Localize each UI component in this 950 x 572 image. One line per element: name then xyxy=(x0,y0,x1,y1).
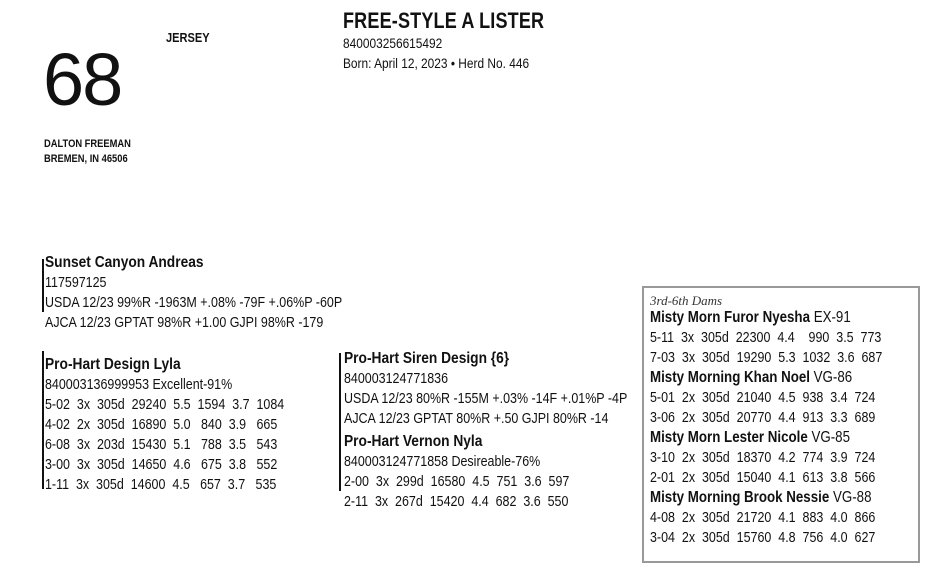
sire-block xyxy=(45,253,391,333)
ancestor-dam-record: 3-10 2x 305d 18370 4.2 774 3.9 724 xyxy=(650,450,876,466)
ancestor-dam-record: 5-11 3x 305d 22300 4.4 990 3.5 773 xyxy=(650,330,882,346)
dam-record: 6-08 3x 203d 15430 5.1 788 3.5 543 xyxy=(45,437,278,453)
ancestor-dam-name-text: Misty Morning Brook Nessie xyxy=(650,489,830,506)
maternal-granddam-record: 2-11 3x 267d 15420 4.4 682 3.6 550 xyxy=(344,494,569,510)
maternal-grandsire-usda-proof: USDA 12/23 80%R -155M +.03% -14F +.01%P -4P xyxy=(344,391,628,407)
dams-box-title: 3rd-6th Dams xyxy=(650,293,723,308)
ancestor-dam-name-text: Misty Morn Lester Nicole xyxy=(650,429,808,446)
ancestor-dam-score: EX-91 xyxy=(809,309,851,326)
maternal-grandsire-name: Pro-Hart Siren Design {6} xyxy=(344,350,510,367)
maternal-granddam-block xyxy=(344,432,606,512)
sire-name: Sunset Canyon Andreas xyxy=(45,254,204,271)
animal-name: FREE-STYLE A LISTER xyxy=(343,8,545,33)
ancestor-dam-name-text: Misty Morning Khan Noel xyxy=(650,369,810,386)
maternal-grandsire-ajca-proof: AJCA 12/23 GPTAT 80%R +.50 GJPI 80%R -14 xyxy=(344,411,609,427)
maternal-grandsire-bracket xyxy=(339,353,341,491)
ancestor-dam-record: 3-06 2x 305d 20770 4.4 913 3.3 689 xyxy=(650,410,876,426)
dam-registration: 840003136999953 Excellent-91% xyxy=(45,377,233,393)
lot-number: 68 xyxy=(43,38,122,121)
dam-record: 3-00 3x 305d 14650 4.6 675 3.8 552 xyxy=(45,457,278,473)
dam-name: Pro-Hart Design Lyla xyxy=(45,356,181,373)
ancestor-dam-score: VG-86 xyxy=(809,369,853,386)
ancestor-dam-record: 4-08 2x 305d 21720 4.1 883 4.0 866 xyxy=(650,510,876,526)
maternal-granddam-record: 2-00 3x 299d 16580 4.5 751 3.6 597 xyxy=(344,474,570,490)
sire-usda-proof: USDA 12/23 99%R -1963M +.08% -79F +.06%P -60P xyxy=(45,295,343,311)
ancestor-dam-record: 5-01 2x 305d 21040 4.5 938 3.4 724 xyxy=(650,390,876,406)
breed-label: JERSEY xyxy=(166,30,210,45)
sire-ajca-proof: AJCA 12/23 GPTAT 98%R +1.00 GJPI 98%R -179 xyxy=(45,315,324,331)
ancestor-dam-name xyxy=(650,488,882,508)
ancestor-dam-name xyxy=(650,308,882,328)
dam-block xyxy=(45,355,323,495)
dams-box xyxy=(642,286,920,563)
owner-location: BREMEN, IN 46506 xyxy=(44,153,128,165)
dam-record: 5-02 3x 305d 29240 5.5 1594 3.7 1084 xyxy=(45,397,285,413)
birth-info: Born: April 12, 2023 • Herd No. 446 xyxy=(343,55,530,71)
owner-block xyxy=(44,137,131,167)
dam-record: 1-11 3x 305d 14600 4.5 657 3.7 535 xyxy=(45,477,277,493)
ancestor-dam-name xyxy=(650,428,882,448)
maternal-granddam-registration: 840003124771858 Desireable-76% xyxy=(344,454,541,470)
sire-bracket xyxy=(42,259,44,312)
ancestor-dam-record: 3-04 2x 305d 15760 4.8 756 4.0 627 xyxy=(650,530,876,546)
maternal-granddam-name: Pro-Hart Vernon Nyla xyxy=(344,433,483,450)
ancestor-dam-record: 2-01 2x 305d 15040 4.1 613 3.8 566 xyxy=(650,470,876,486)
dam-record: 4-02 2x 305d 16890 5.0 840 3.9 665 xyxy=(45,417,278,433)
ancestor-dam-score: VG-88 xyxy=(829,489,872,506)
ancestor-dam-name xyxy=(650,368,882,388)
animal-registration: 840003256615492 xyxy=(343,35,443,51)
maternal-grandsire-registration: 840003124771836 xyxy=(344,371,449,387)
ancestor-dam-name-text: Misty Morn Furor Nyesha xyxy=(650,309,810,326)
owner-name: DALTON FREEMAN xyxy=(44,138,131,150)
ancestor-dam-score: VG-85 xyxy=(807,429,851,446)
maternal-grandsire-block xyxy=(344,349,673,429)
sire-registration: 117597125 xyxy=(45,275,107,291)
dam-bracket xyxy=(42,351,44,489)
ancestor-dam-record: 7-03 3x 305d 19290 5.3 1032 3.6 687 xyxy=(650,350,883,366)
